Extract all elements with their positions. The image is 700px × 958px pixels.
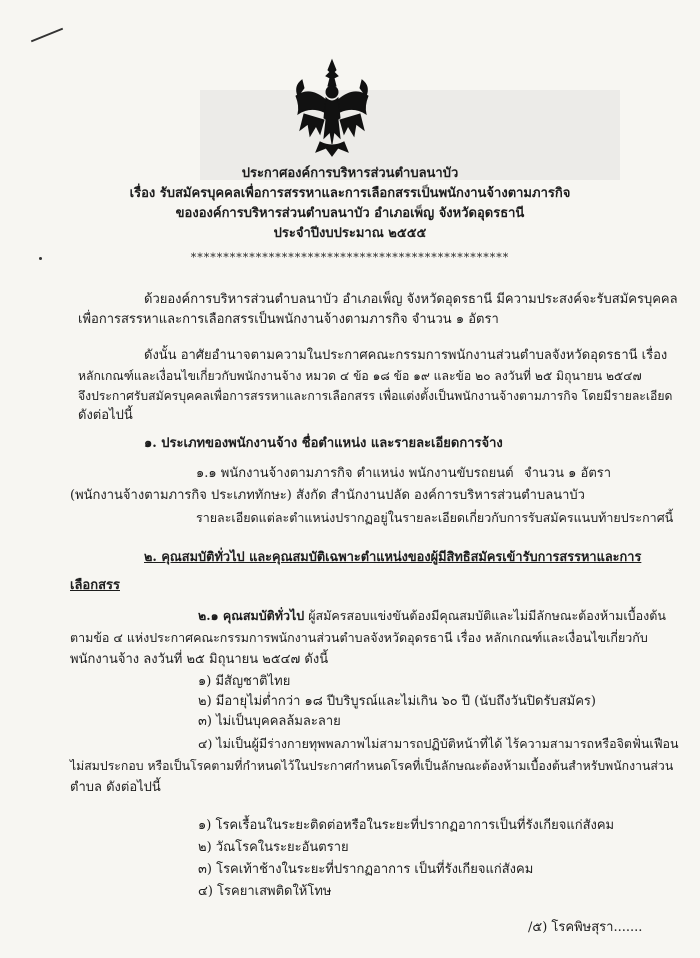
disease-item: ๔) โรคยาเสพติดให้โทษ xyxy=(198,884,332,899)
section1-item-line2: (พนักงานจ้างตามภารกิจ ประเภททักษะ) สังกัด สำนักงานปลัด องค์การบริหารส่วนตำบลนาบัว xyxy=(70,488,585,503)
section2-sub-line3: พนักงานจ้าง ลงวันที่ ๒๕ มิถุนายน ๒๕๔๗ ดังนี้ xyxy=(70,652,329,667)
intro-p2-line4: ดังต่อไปนี้ xyxy=(78,408,133,423)
intro-p2-line1: ดังนั้น อาศัยอำนาจตามความในประกาศคณะกรรมการพนักงานส่วนตำบลจังหวัดอุดรธานี เรื่อง xyxy=(144,348,668,363)
qualification-item4-line2: ไม่สมประกอบ หรือเป็นโรคตามที่กำหนดไว้ในประกาศกำหนดโรคที่เป็นลักษณะต้องห้ามเบื้องต้นสำหรับพนักงานส่วน xyxy=(70,759,674,773)
qualification-item: ๓) ไม่เป็นบุคคลล้มละลาย xyxy=(198,714,341,729)
qualification-item: ๒) มีอายุไม่ต่ำกว่า ๑๘ ปีบริบูรณ์และไม่เกิน ๖๐ ปี (นับถึงวันปิดรับสมัคร) xyxy=(198,694,596,709)
section2-heading-line1: ๒. คุณสมบัติทั่วไป และคุณสมบัติเฉพาะตำแหน่งของผู้มีสิทธิสมัครเข้ารับการสรรหาและการ xyxy=(144,550,642,565)
garuda-emblem-icon xyxy=(290,56,374,160)
page-continuation: /๕) โรคพิษสุรา....... xyxy=(528,920,643,935)
section2-sub-line1-rest: ผู้สมัครสอบแข่งขันต้องมีคุณสมบัติและไม่มีลักษณะต้องห้ามเบื้องต้น xyxy=(304,608,666,623)
qualification-item: ๑) มีสัญชาติไทย xyxy=(198,674,291,689)
section1-item-line1: ๑.๑ พนักงานจ้างตามภารกิจ ตำแหน่ง พนักงานขับรถยนต์ xyxy=(196,466,514,481)
disease-item: ๒) วัณโรคในระยะอันตราย xyxy=(198,840,349,855)
document-org-line: ขององค์การบริหารส่วนตำบลนาบัว อำเภอเพ็ญ จังหวัดอุดรธานี xyxy=(175,206,525,221)
section2-sub-line2: ตามข้อ ๔ แห่งประกาศคณะกรรมการพนักงานส่วนตำบลจังหวัดอุดรธานี เรื่อง หลักเกณฑ์และเงื่อนไขเกี่ยวกับ xyxy=(70,630,648,645)
document-title: ประกาศองค์การบริหารส่วนตำบลนาบัว xyxy=(241,166,459,181)
section1-item-count: จำนวน ๑ อัตรา xyxy=(524,466,612,481)
pen-mark xyxy=(31,28,63,43)
section2-sub-heading: ๒.๑ คุณสมบัติทั่วไป xyxy=(198,608,305,623)
disease-item: ๓) โรคเท้าช้างในระยะที่ปรากฏอาการ เป็นที่รังเกียจแก่สังคม xyxy=(198,862,534,877)
section2-sub-line1 xyxy=(198,608,666,624)
intro-p1-line2: เพื่อการสรรหาและการเลือกสรรเป็นพนักงานจ้างตามภารกิจ จำนวน ๑ อัตรา xyxy=(78,312,499,327)
document-subject: เรื่อง รับสมัครบุคคลเพื่อการสรรหาและการเลือกสรรเป็นพนักงานจ้างตามภารกิจ xyxy=(129,186,571,201)
section1-heading: ๑. ประเภทของพนักงานจ้าง ชื่อตำแหน่ง และรายละเอียดการจ้าง xyxy=(144,436,503,451)
section1-item-line3: รายละเอียดแต่ละตำแหน่งปรากฏอยู่ในรายละเอียดเกี่ยวกับการรับสมัครแนบท้ายประกาศนี้ xyxy=(196,510,674,525)
intro-p2-line2: หลักเกณฑ์และเงื่อนไขเกี่ยวกับพนักงานจ้าง หมวด ๔ ข้อ ๑๘ ข้อ ๑๙ และข้อ ๒๐ ลงวันที่ ๒๕ มิถุนายน ๒๕๔๗ xyxy=(78,369,642,383)
section2-heading-line2: เลือกสรร xyxy=(70,578,120,593)
qualification-item: ๔) ไม่เป็นผู้มีร่างกายทุพพลภาพไม่สามารถปฏิบัติหน้าที่ได้ ไร้ความสามารถหรือจิตฟั่นเฟือน xyxy=(198,736,679,751)
qualification-item4-line3: ตำบล ดังต่อไปนี้ xyxy=(70,780,161,795)
intro-p1-line1: ด้วยองค์การบริหารส่วนตำบลนาบัว อำเภอเพ็ญ จังหวัดอุดรธานี มีความประสงค์จะรับสมัครบุคคล xyxy=(144,292,678,307)
intro-p2-line3: จึงประกาศรับสมัครบุคคลเพื่อการสรรหาและการเลือกสรร เพื่อแต่งตั้งเป็นพนักงานจ้างตามภารกิจ โดยมีรายละเอียด xyxy=(78,389,673,403)
fiscal-year: ประจำปีงบประมาณ ๒๕๕๕ xyxy=(273,226,427,241)
separator-line: ************************************************* xyxy=(190,251,510,264)
disease-item: ๑) โรคเรื้อนในระยะติดต่อหรือในระยะที่ปรากฏอาการเป็นที่รังเกียจแก่สังคม xyxy=(198,818,615,833)
